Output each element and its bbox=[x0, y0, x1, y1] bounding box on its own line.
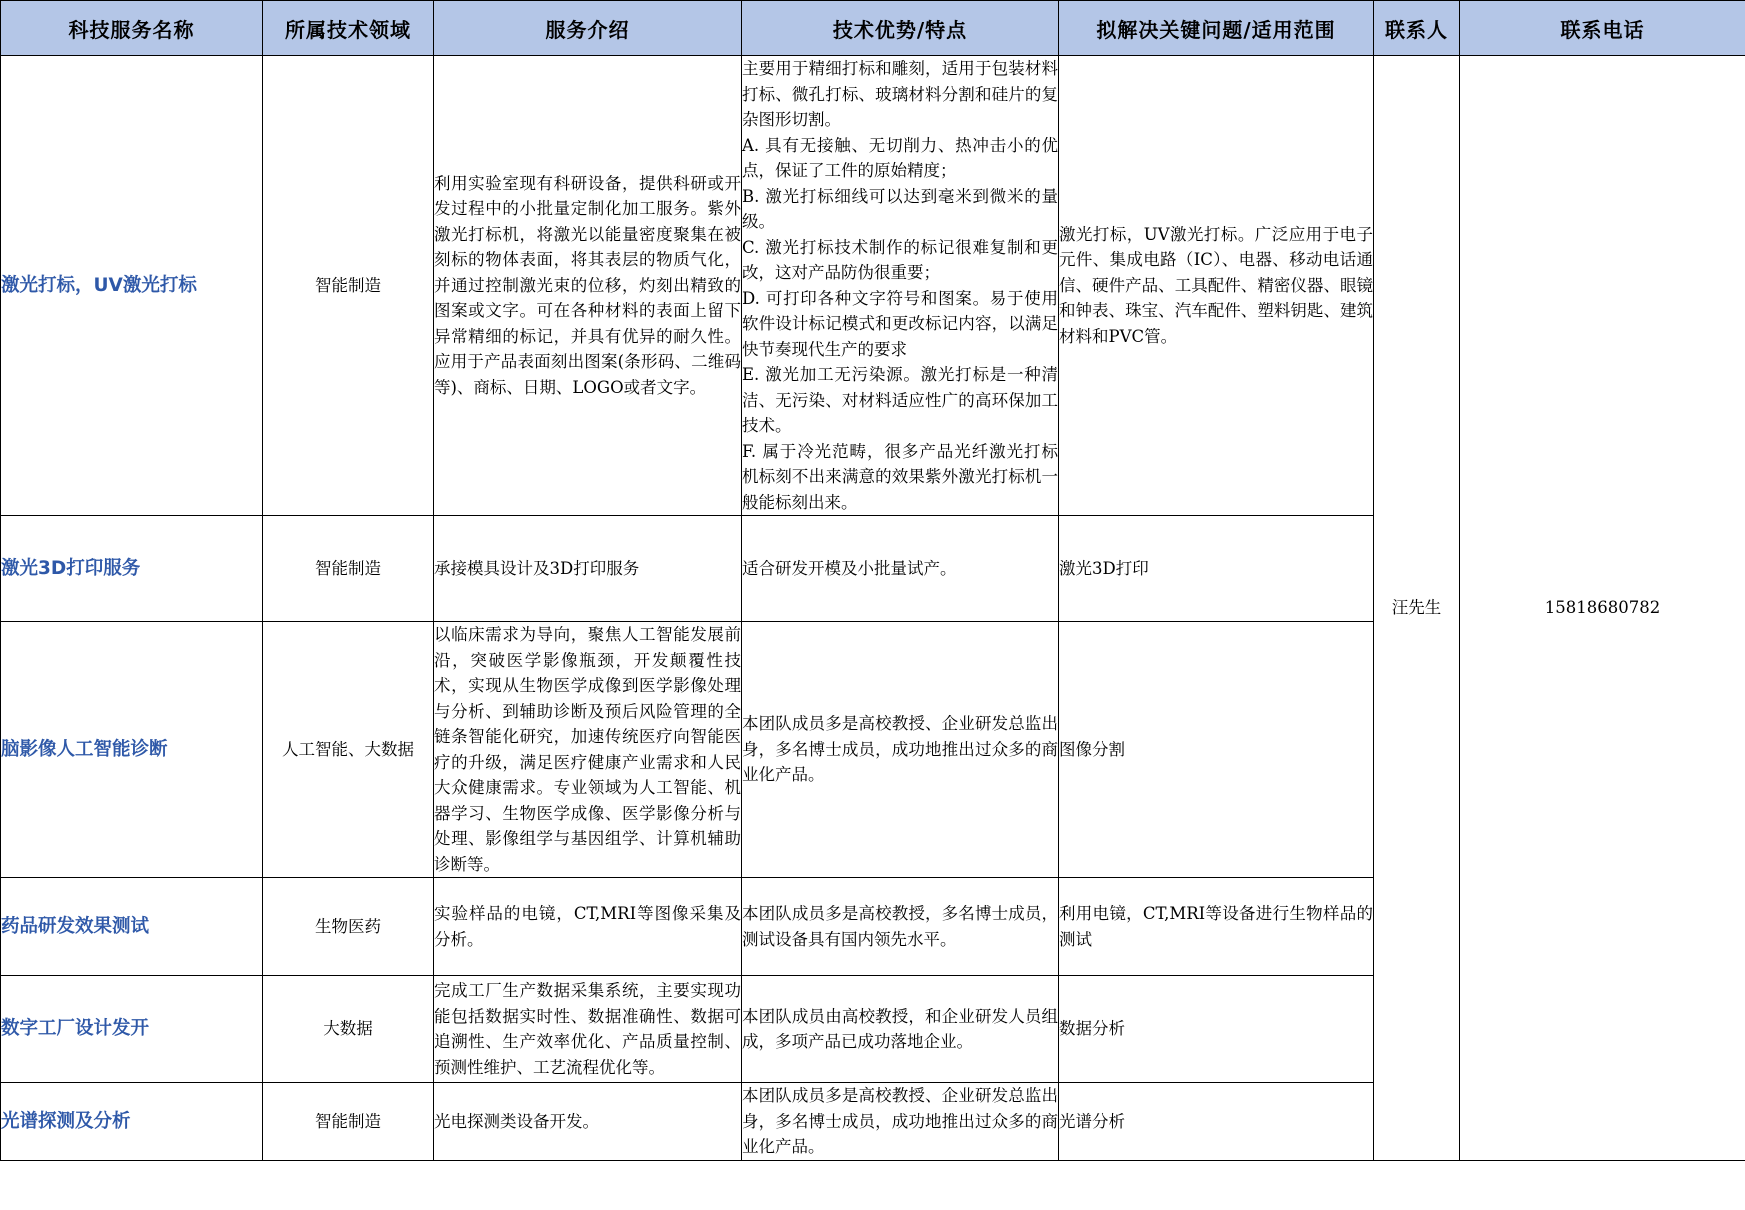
tech-field-cell[interactable]: 智能制造 bbox=[263, 56, 434, 516]
header-row bbox=[1, 1, 1745, 56]
contact-cell[interactable]: 汪先生 bbox=[1374, 56, 1460, 1161]
service-intro-text: 利用实验室现有科研设备，提供科研或开发过程中的小批量定制化加工服务。紫外激光打标机，将激光以能量密度聚集在被刻标的物体表面，将其表层的物质气化，并通过控制激光束的位移，灼刻出精致的图案或文字。可在各种材料的表面上留下异常精细的标记，并具有优异的耐久性。应用于产品表面刻出图案(条形码、二维码等)、商标、日期、LOGO或者文字。 bbox=[434, 173, 741, 397]
advantage-cell[interactable] bbox=[742, 1083, 1059, 1161]
service-intro-text: 承接模具设计及3D打印服务 bbox=[434, 558, 640, 578]
service-intro-text: 完成工厂生产数据采集系统，主要实现功能包括数据实时性、数据准确性、数据可追溯性、生产效率优化、产品质量控制、预测性维护、工艺流程优化等。 bbox=[434, 981, 741, 1077]
header-scope[interactable]: 拟解决关键问题/适用范围 bbox=[1059, 1, 1374, 56]
scope-cell[interactable] bbox=[1059, 1083, 1374, 1161]
service-name-cell[interactable]: 激光3D打印服务 bbox=[1, 516, 263, 622]
service-intro-text: 光电探测类设备开发。 bbox=[434, 1111, 599, 1131]
scope-text: 利用电镜，CT,MRI等设备进行生物样品的测试 bbox=[1059, 904, 1373, 949]
service-intro-cell[interactable] bbox=[434, 1083, 742, 1161]
header-advantage[interactable]: 技术优势/特点 bbox=[742, 1, 1059, 56]
advantage-cell[interactable] bbox=[742, 878, 1059, 976]
advantage-text: 本团队成员多是高校教授，多名博士成员，测试设备具有国内领先水平。 bbox=[742, 904, 1058, 949]
service-intro-cell[interactable] bbox=[434, 516, 742, 622]
advantage-line: A. 具有无接触、无切削力、热冲击小的优点，保证了工件的原始精度； bbox=[742, 135, 1058, 180]
advantage-line: C. 激光打标技术制作的标记很难复制和更改，这对产品防伪很重要； bbox=[742, 237, 1058, 282]
service-name-cell[interactable]: 激光打标，UV激光打标 bbox=[1, 56, 263, 516]
header-contact[interactable]: 联系人 bbox=[1374, 1, 1460, 56]
scope-cell[interactable] bbox=[1059, 56, 1374, 516]
service-name-cell[interactable]: 数字工厂设计发开 bbox=[1, 976, 263, 1083]
scope-cell[interactable] bbox=[1059, 976, 1374, 1083]
tech-field-cell[interactable]: 人工智能、大数据 bbox=[263, 622, 434, 878]
advantage-line: D. 可打印各种文字符号和图案。易于使用软件设计标记模式和更改标记内容，以满足快节奏现代生产的要求 bbox=[742, 288, 1058, 359]
tech-field-cell[interactable]: 智能制造 bbox=[263, 516, 434, 622]
service-intro-cell[interactable] bbox=[434, 622, 742, 878]
advantage-cell[interactable] bbox=[742, 516, 1059, 622]
scope-cell[interactable] bbox=[1059, 516, 1374, 622]
advantage-text: 本团队成员多是高校教授、企业研发总监出身，多名博士成员，成功地推出过众多的商业化产品。 bbox=[742, 714, 1058, 785]
advantage-line: 主要用于精细打标和雕刻，适用于包装材料打标、微孔打标、玻璃材料分割和硅片的复杂图形切割。 bbox=[742, 59, 1058, 129]
header-service-intro[interactable]: 服务介绍 bbox=[434, 1, 742, 56]
scope-cell[interactable] bbox=[1059, 878, 1374, 976]
service-name-cell[interactable]: 光谱探测及分析 bbox=[1, 1083, 263, 1161]
tech-field-cell[interactable]: 大数据 bbox=[263, 976, 434, 1083]
scope-text: 激光打标，UV激光打标。广泛应用于电子元件、集成电路（IC）、电器、移动电话通信、硬件产品、工具配件、精密仪器、眼镜和钟表、珠宝、汽车配件、塑料钥匙、建筑材料和PVC管。 bbox=[1059, 224, 1373, 346]
scope-text: 激光3D打印 bbox=[1059, 558, 1149, 578]
advantage-text: 本团队成员多是高校教授、企业研发总监出身，多名博士成员，成功地推出过众多的商业化产品。 bbox=[742, 1086, 1058, 1156]
service-intro-text: 实验样品的电镜，CT,MRI等图像采集及分析。 bbox=[434, 904, 741, 949]
service-intro-cell[interactable] bbox=[434, 976, 742, 1083]
scope-cell[interactable] bbox=[1059, 622, 1374, 878]
service-intro-cell[interactable] bbox=[434, 56, 742, 516]
table-row bbox=[1, 56, 1745, 516]
phone-cell[interactable]: 15818680782 bbox=[1460, 56, 1745, 1161]
service-name-cell[interactable]: 药品研发效果测试 bbox=[1, 878, 263, 976]
tech-field-cell[interactable]: 智能制造 bbox=[263, 1083, 434, 1161]
service-name-cell[interactable]: 脑影像人工智能诊断 bbox=[1, 622, 263, 878]
scope-text: 光谱分析 bbox=[1059, 1111, 1125, 1131]
advantage-line: E. 激光加工无污染源。激光打标是一种清洁、无污染、对材料适应性广的高环保加工技术。 bbox=[742, 365, 1058, 435]
advantage-text bbox=[742, 56, 1058, 515]
advantage-line: B. 激光打标细线可以达到毫米到微米的量级。 bbox=[742, 186, 1058, 231]
advantage-line: F. 属于冷光范畴，很多产品光纤激光打标机标刻不出来满意的效果紫外激光打标机一般能标刻出来。 bbox=[742, 441, 1058, 512]
advantage-cell[interactable] bbox=[742, 56, 1059, 516]
scope-text: 图像分割 bbox=[1059, 739, 1125, 759]
tech-field-cell[interactable]: 生物医药 bbox=[263, 878, 434, 976]
advantage-cell[interactable] bbox=[742, 976, 1059, 1083]
advantage-text: 适合研发开模及小批量试产。 bbox=[742, 558, 957, 578]
header-service-name[interactable]: 科技服务名称 bbox=[1, 1, 263, 56]
service-intro-cell[interactable] bbox=[434, 878, 742, 976]
scope-text: 数据分析 bbox=[1059, 1019, 1125, 1039]
header-tech-field[interactable]: 所属技术领域 bbox=[263, 1, 434, 56]
advantage-text: 本团队成员由高校教授，和企业研发人员组成，多项产品已成功落地企业。 bbox=[742, 1006, 1058, 1051]
header-phone[interactable]: 联系电话 bbox=[1460, 1, 1745, 56]
advantage-cell[interactable] bbox=[742, 622, 1059, 878]
service-intro-text: 以临床需求为导向，聚焦人工智能发展前沿，突破医学影像瓶颈，开发颠覆性技术，实现从生物医学成像到医学影像处理与分析、到辅助诊断及预后风险管理的全链条智能化研究，加速传统医疗向智能医疗的升级，满足医疗健康产业需求和人民大众健康需求。专业领域为人工智能、机器学习、生物医学成像、医学影像分析与处理、影像组学与基因组学、计算机辅助诊断等。 bbox=[434, 625, 741, 874]
